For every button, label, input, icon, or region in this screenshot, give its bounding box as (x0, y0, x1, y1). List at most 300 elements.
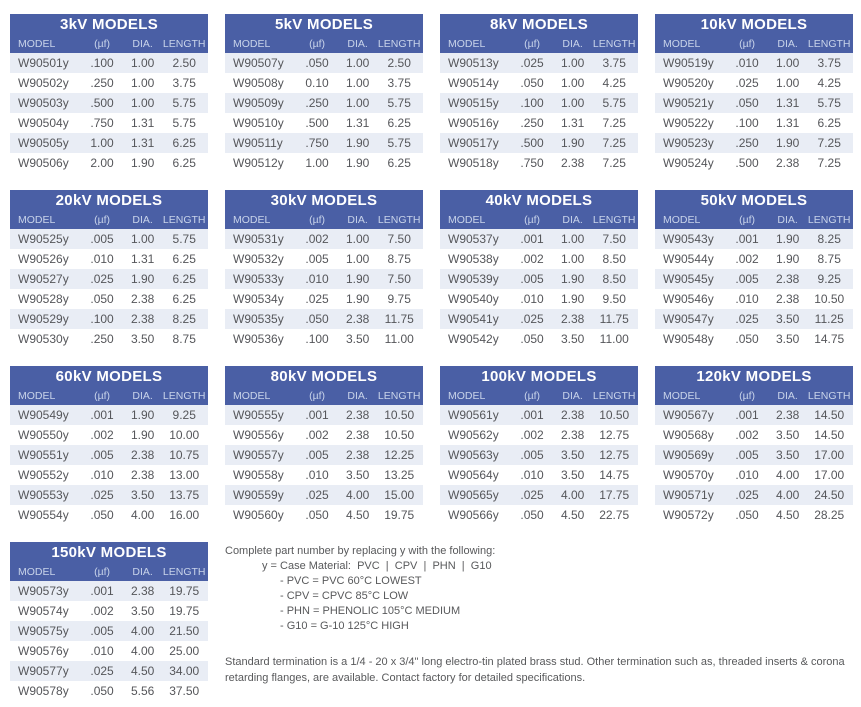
length-cell: 8.75 (172, 332, 196, 346)
table-row (440, 309, 638, 329)
dia-cell: 2.38 (345, 312, 370, 326)
table-row (655, 133, 853, 153)
model-cell: W90547y (663, 312, 714, 326)
length-cell: 25.00 (169, 644, 200, 658)
uf-cell: .010 (305, 272, 329, 286)
column-header: MODEL (225, 34, 294, 53)
header-row (655, 386, 853, 405)
length-cell: 10.75 (169, 448, 200, 462)
spec-table (10, 210, 208, 349)
column-header: MODEL (10, 386, 79, 405)
case-option-g10: - G10 = G-10 125°C HIGH (280, 620, 409, 632)
uf-cell: .005 (90, 624, 114, 638)
model-cell: W90540y (448, 292, 499, 306)
table-row (440, 269, 638, 289)
length-cell: 17.00 (814, 468, 845, 482)
dia-cell: 4.00 (775, 488, 800, 502)
column-header: (µf) (294, 210, 340, 229)
length-cell: 4.25 (602, 76, 626, 90)
uf-cell: .500 (90, 96, 114, 110)
table-row (10, 309, 208, 329)
dia-cell: 2.38 (130, 448, 155, 462)
table-row (655, 465, 853, 485)
dia-cell: 1.00 (130, 76, 155, 90)
column-header: LENGTH (805, 210, 853, 229)
column-header: (µf) (79, 386, 125, 405)
table-title: 40kV MODELS (440, 190, 638, 210)
uf-cell: .025 (90, 272, 114, 286)
dia-cell: 2.38 (775, 272, 800, 286)
length-cell: 5.75 (602, 96, 626, 110)
length-cell: 11.75 (384, 312, 414, 326)
dia-cell: 1.00 (775, 56, 800, 70)
table-row (655, 153, 853, 173)
uf-cell: .001 (735, 232, 759, 246)
dia-cell: 1.90 (775, 232, 800, 246)
model-cell: W90533y (233, 272, 284, 286)
length-cell: 9.75 (387, 292, 411, 306)
table-title: 50kV MODELS (655, 190, 853, 210)
dia-cell: 1.90 (560, 136, 585, 150)
length-cell: 10.50 (384, 408, 415, 422)
dia-cell: 1.90 (560, 292, 585, 306)
model-cell: W90532y (233, 252, 284, 266)
table-title: 8kV MODELS (440, 14, 638, 34)
table-title: 30kV MODELS (225, 190, 423, 210)
dia-cell: 4.50 (345, 508, 370, 522)
model-cell: W90553y (18, 488, 69, 502)
dia-cell: 1.90 (130, 408, 155, 422)
length-cell: 9.25 (172, 408, 196, 422)
column-header: DIA. (555, 34, 591, 53)
dia-cell: 2.38 (560, 408, 585, 422)
header-row (655, 210, 853, 229)
dia-cell: 4.50 (560, 508, 585, 522)
model-cell: W90546y (663, 292, 714, 306)
model-cell: W90519y (663, 56, 714, 70)
spec-table (10, 562, 208, 701)
length-cell: 28.25 (814, 508, 845, 522)
dia-cell: 1.90 (345, 136, 370, 150)
uf-cell: .050 (735, 96, 759, 110)
uf-cell: .002 (735, 252, 759, 266)
length-cell: 7.50 (387, 232, 411, 246)
model-cell: W90505y (18, 136, 69, 150)
spec-table (225, 386, 423, 525)
column-header: DIA. (770, 34, 806, 53)
table-row (10, 465, 208, 485)
dia-cell: 3.50 (775, 428, 800, 442)
model-cell: W90566y (448, 508, 499, 522)
model-cell: W90537y (448, 232, 499, 246)
dia-cell: 2.38 (775, 408, 800, 422)
model-cell: W90509y (233, 96, 284, 110)
model-cell: W90571y (663, 488, 714, 502)
length-cell: 11.25 (814, 312, 844, 326)
table-row (655, 505, 853, 525)
uf-cell: .050 (305, 508, 329, 522)
uf-cell: .002 (520, 252, 544, 266)
model-cell: W90551y (18, 448, 69, 462)
length-cell: 16.00 (169, 508, 200, 522)
model-cell: W90564y (448, 468, 499, 482)
dia-cell: 1.31 (130, 116, 155, 130)
model-cell: W90569y (663, 448, 714, 462)
dia-cell: 1.90 (130, 428, 155, 442)
table-row (225, 133, 423, 153)
column-header: LENGTH (805, 34, 853, 53)
length-cell: 14.75 (814, 332, 845, 346)
table-row (10, 229, 208, 249)
dia-cell: 3.50 (130, 332, 155, 346)
length-cell: 7.25 (817, 136, 841, 150)
dia-cell: 2.38 (345, 428, 370, 442)
dia-cell: 3.50 (560, 332, 585, 346)
table-row (440, 73, 638, 93)
length-cell: 22.75 (599, 508, 630, 522)
table-row (10, 269, 208, 289)
length-cell: 8.75 (387, 252, 411, 266)
table-row (655, 485, 853, 505)
notes-intro: Complete part number by replacing y with the following: (225, 545, 496, 557)
dia-cell: 5.56 (130, 684, 155, 698)
uf-cell: .750 (90, 116, 114, 130)
uf-cell: .010 (90, 468, 114, 482)
length-cell: 14.75 (599, 468, 630, 482)
column-header: (µf) (79, 34, 125, 53)
dia-cell: 1.00 (560, 232, 585, 246)
part-number-notes (225, 542, 853, 701)
uf-cell: 2.00 (90, 156, 114, 170)
table-title: 60kV MODELS (10, 366, 208, 386)
model-cell: W90511y (233, 136, 283, 150)
header-row (225, 386, 423, 405)
table-row (655, 425, 853, 445)
model-cell: W90518y (448, 156, 499, 170)
dia-cell: 2.38 (560, 156, 585, 170)
model-cell: W90521y (663, 96, 714, 110)
spec-table (440, 210, 638, 349)
length-cell: 3.75 (172, 76, 196, 90)
model-cell: W90565y (448, 488, 499, 502)
dia-cell: 3.50 (775, 332, 800, 346)
column-header: DIA. (125, 562, 161, 581)
table-row (10, 581, 208, 601)
table-row (225, 309, 423, 329)
model-cell: W90524y (663, 156, 714, 170)
dia-cell: 2.38 (560, 428, 585, 442)
model-cell: W90507y (233, 56, 284, 70)
uf-cell: .025 (305, 488, 329, 502)
length-cell: 5.75 (172, 232, 196, 246)
table-title: 100kV MODELS (440, 366, 638, 386)
case-option-phn: - PHN = PHENOLIC 105°C MEDIUM (280, 605, 461, 617)
dia-cell: 4.00 (560, 488, 585, 502)
dia-cell: 3.50 (130, 488, 155, 502)
uf-cell: .002 (90, 428, 114, 442)
dia-cell: 4.50 (130, 664, 155, 678)
dia-cell: 1.00 (345, 252, 370, 266)
uf-cell: 0.10 (305, 76, 329, 90)
dia-cell: 1.00 (560, 56, 585, 70)
length-cell: 7.25 (817, 156, 841, 170)
dia-cell: 1.31 (130, 136, 155, 150)
model-cell: W90516y (448, 116, 499, 130)
uf-cell: 1.00 (305, 156, 329, 170)
table-row (655, 445, 853, 465)
spec-table (225, 210, 423, 349)
column-header: LENGTH (375, 210, 423, 229)
length-cell: 6.25 (387, 116, 411, 130)
uf-cell: .005 (520, 448, 544, 462)
table-row (225, 445, 423, 465)
length-cell: 9.50 (602, 292, 626, 306)
column-header: (µf) (294, 34, 340, 53)
header-row (225, 34, 423, 53)
column-header: (µf) (294, 386, 340, 405)
dia-cell: 3.50 (560, 468, 585, 482)
uf-cell: .025 (735, 312, 759, 326)
length-cell: 6.25 (387, 156, 411, 170)
column-header: MODEL (440, 34, 509, 53)
case-option-cpv: - CPV = CPVC 85°C LOW (280, 590, 409, 602)
length-cell: 37.50 (169, 684, 200, 698)
uf-cell: .750 (305, 136, 329, 150)
length-cell: 8.75 (817, 252, 841, 266)
termination-note: Standard termination is a 1/4 - 20 x 3/4" long electro-tin plated brass stud. Other termination such as, threaded inserts & corona retarding flanges, are available. Contact factory for detailed specifications. (225, 656, 845, 684)
column-header: DIA. (770, 386, 806, 405)
uf-cell: .002 (520, 428, 544, 442)
spec-table (655, 386, 853, 525)
table-40kv-models (440, 190, 638, 349)
spec-table (10, 386, 208, 525)
dia-cell: 2.38 (775, 292, 800, 306)
table-30kv-models (225, 190, 423, 349)
column-header: LENGTH (160, 386, 208, 405)
uf-cell: .010 (735, 56, 759, 70)
column-header: (µf) (509, 34, 555, 53)
model-cell: W90549y (18, 408, 69, 422)
uf-cell: .010 (520, 468, 544, 482)
model-cell: W90543y (663, 232, 714, 246)
length-cell: 6.25 (172, 292, 196, 306)
model-cell: W90530y (18, 332, 69, 346)
column-header: (µf) (509, 386, 555, 405)
dia-cell: 1.00 (345, 232, 370, 246)
length-cell: 17.75 (599, 488, 630, 502)
uf-cell: .250 (90, 76, 114, 90)
uf-cell: .050 (305, 56, 329, 70)
table-title: 80kV MODELS (225, 366, 423, 386)
length-cell: 19.75 (169, 584, 200, 598)
uf-cell: .750 (520, 156, 544, 170)
uf-cell: .010 (520, 292, 544, 306)
table-row (10, 153, 208, 173)
table-120kv-models (655, 366, 853, 525)
table-row (655, 93, 853, 113)
column-header: (µf) (79, 562, 125, 581)
uf-cell: .100 (90, 56, 114, 70)
uf-cell: .001 (520, 232, 544, 246)
dia-cell: 1.00 (130, 56, 155, 70)
table-row (10, 681, 208, 701)
uf-cell: .100 (90, 312, 114, 326)
uf-cell: .005 (735, 448, 759, 462)
uf-cell: .025 (735, 76, 759, 90)
uf-cell: .050 (90, 684, 114, 698)
model-cell: W90523y (663, 136, 714, 150)
length-cell: 12.25 (384, 448, 415, 462)
model-cell: W90525y (18, 232, 69, 246)
uf-cell: .002 (305, 428, 329, 442)
length-cell: 3.75 (817, 56, 841, 70)
dia-cell: 2.38 (130, 312, 155, 326)
uf-cell: .025 (305, 292, 329, 306)
table-row (440, 133, 638, 153)
uf-cell: .001 (305, 408, 329, 422)
table-row (440, 485, 638, 505)
table-row (440, 425, 638, 445)
uf-cell: .050 (735, 508, 759, 522)
column-header: LENGTH (160, 34, 208, 53)
uf-cell: .050 (90, 292, 114, 306)
dia-cell: 3.50 (775, 448, 800, 462)
uf-cell: .250 (90, 332, 114, 346)
uf-cell: .010 (90, 252, 114, 266)
table-row (655, 329, 853, 349)
length-cell: 13.25 (384, 468, 415, 482)
dia-cell: 1.00 (560, 252, 585, 266)
uf-cell: .010 (735, 292, 759, 306)
dia-cell: 2.38 (775, 156, 800, 170)
spec-tables-grid (10, 14, 853, 701)
length-cell: 13.75 (169, 488, 200, 502)
table-row (440, 505, 638, 525)
model-cell: W90560y (233, 508, 284, 522)
table-100kv-models (440, 366, 638, 525)
table-10kv-models (655, 14, 853, 173)
length-cell: 17.00 (814, 448, 845, 462)
table-row (225, 329, 423, 349)
length-cell: 7.25 (602, 156, 626, 170)
dia-cell: 4.00 (130, 644, 155, 658)
length-cell: 9.25 (817, 272, 841, 286)
column-header: LENGTH (590, 34, 638, 53)
model-cell: W90552y (18, 468, 69, 482)
length-cell: 10.50 (599, 408, 630, 422)
length-cell: 12.75 (599, 428, 630, 442)
dia-cell: 1.90 (345, 156, 370, 170)
model-cell: W90558y (233, 468, 284, 482)
length-cell: 7.50 (602, 232, 626, 246)
table-title: 150kV MODELS (10, 542, 208, 562)
table-row (225, 229, 423, 249)
uf-cell: .050 (520, 332, 544, 346)
column-header: LENGTH (375, 34, 423, 53)
model-cell: W90541y (448, 312, 499, 326)
table-row (225, 405, 423, 425)
length-cell: 24.50 (814, 488, 845, 502)
dia-cell: 1.00 (560, 96, 585, 110)
table-row (10, 289, 208, 309)
uf-cell: .025 (520, 56, 544, 70)
header-row (440, 210, 638, 229)
length-cell: 8.50 (602, 272, 626, 286)
dia-cell: 2.38 (130, 292, 155, 306)
model-cell: W90576y (18, 644, 69, 658)
length-cell: 6.25 (172, 156, 196, 170)
model-cell: W90512y (233, 156, 284, 170)
column-header: DIA. (555, 386, 591, 405)
table-row (10, 661, 208, 681)
dia-cell: 1.90 (345, 292, 370, 306)
model-cell: W90534y (233, 292, 284, 306)
header-row (10, 562, 208, 581)
model-cell: W90567y (663, 408, 714, 422)
column-header: MODEL (10, 210, 79, 229)
column-header: DIA. (340, 34, 376, 53)
table-row (10, 621, 208, 641)
model-cell: W90535y (233, 312, 284, 326)
column-header: LENGTH (590, 386, 638, 405)
model-cell: W90542y (448, 332, 499, 346)
table-row (225, 465, 423, 485)
dia-cell: 1.31 (345, 116, 370, 130)
model-cell: W90503y (18, 96, 69, 110)
model-cell: W90514y (448, 76, 499, 90)
column-header: MODEL (440, 210, 509, 229)
uf-cell: .005 (520, 272, 544, 286)
table-row (440, 405, 638, 425)
uf-cell: .002 (305, 232, 329, 246)
table-50kv-models (655, 190, 853, 349)
table-row (225, 153, 423, 173)
dia-cell: 1.31 (130, 252, 155, 266)
table-row (225, 425, 423, 445)
model-cell: W90578y (18, 684, 69, 698)
table-row (440, 329, 638, 349)
model-cell: W90531y (233, 232, 284, 246)
length-cell: 14.50 (814, 428, 845, 442)
table-title: 120kV MODELS (655, 366, 853, 386)
uf-cell: .025 (735, 488, 759, 502)
table-title: 20kV MODELS (10, 190, 208, 210)
table-title: 3kV MODELS (10, 14, 208, 34)
column-header: (µf) (724, 210, 770, 229)
table-row (10, 53, 208, 73)
model-cell: W90501y (18, 56, 69, 70)
dia-cell: 1.00 (130, 96, 155, 110)
model-cell: W90575y (18, 624, 69, 638)
model-cell: W90529y (18, 312, 69, 326)
dia-cell: 1.90 (560, 272, 585, 286)
table-row (655, 269, 853, 289)
dia-cell: 3.50 (345, 332, 370, 346)
model-cell: W90527y (18, 272, 69, 286)
length-cell: 11.75 (599, 312, 629, 326)
dia-cell: 1.00 (345, 96, 370, 110)
uf-cell: .050 (305, 312, 329, 326)
column-header: DIA. (555, 210, 591, 229)
table-row (10, 113, 208, 133)
table-row (10, 505, 208, 525)
column-header: DIA. (125, 210, 161, 229)
dia-cell: 4.00 (345, 488, 370, 502)
model-cell: W90570y (663, 468, 714, 482)
table-row (440, 249, 638, 269)
length-cell: 21.50 (169, 624, 200, 638)
table-row (440, 465, 638, 485)
